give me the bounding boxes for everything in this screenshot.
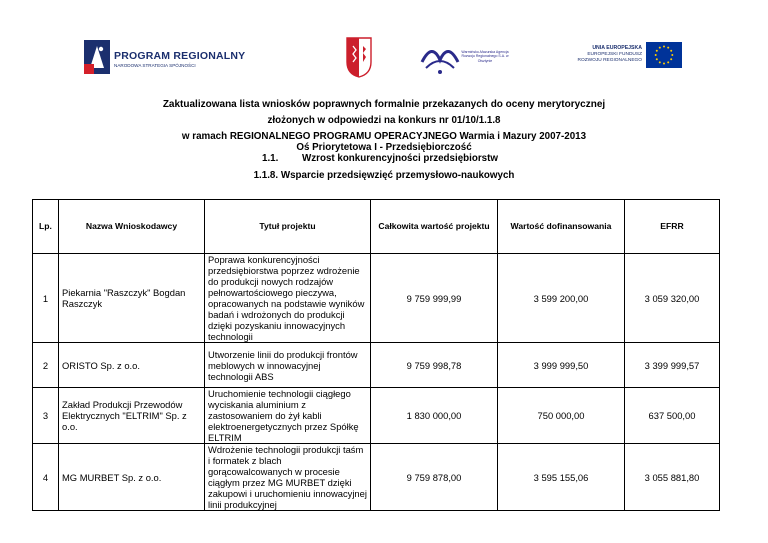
cell-lp: 3 — [33, 388, 59, 444]
cell-title: Utworzenie linii do produkcji frontów meblowych w innowacyjnej technologii ABS — [205, 343, 371, 388]
cell-efrr: 3 399 999,57 — [625, 343, 720, 388]
header-funding: Wartość dofinansowania — [498, 200, 625, 254]
agency-logo — [418, 38, 513, 80]
table-row — [33, 444, 720, 511]
measure-text: Wzrost konkurencyjności przedsiębiorstw — [302, 153, 498, 164]
header-title: Tytuł projektu — [205, 200, 371, 254]
competition-line: złożonych w odpowiedzi na konkurs nr 01/10/1.1.8 — [267, 115, 501, 126]
header-name: Nazwa Wnioskodawcy — [59, 200, 205, 254]
table-row — [33, 254, 720, 343]
cell-funding: 3 595 155,06 — [498, 444, 625, 511]
header-total: Całkowita wartość projektu — [371, 200, 498, 254]
doc-title: Zaktualizowana lista wniosków poprawnych formalnie przekazanych do oceny merytorycznej — [162, 99, 606, 110]
eu-text — [578, 45, 643, 64]
program-regionalny-tagline: NARODOWA STRATEGIA SPÓJNOŚCI — [114, 63, 196, 68]
cell-total: 1 830 000,00 — [371, 388, 498, 444]
program-regionalny-logo — [84, 40, 246, 74]
cell-funding: 3 599 200,00 — [498, 254, 625, 343]
program-regionalny-mark-icon — [84, 40, 110, 74]
submeasure-line: 1.1.8. Wsparcie przedsięwzięć przemysłowo-naukowych — [253, 170, 515, 181]
cell-title: Wdrożenie technologii produkcji taśm i formatek z blach gorącowalcowanych w procesie ciągłym przez MG MURBET dzięki zakupowi i uruchomieniu innowacyjnej linii produkcyjnej — [205, 444, 371, 511]
voivodeship-crest-icon — [345, 36, 373, 78]
cell-lp: 2 — [33, 343, 59, 388]
cell-funding: 3 999 999,50 — [498, 343, 625, 388]
applications-table — [32, 199, 720, 511]
eu-flag-icon — [646, 42, 682, 68]
cell-name: Zakład Produkcji Przewodów Elektrycznych "ELTRIM" Sp. z o.o. — [59, 388, 205, 444]
cell-funding: 750 000,00 — [498, 388, 625, 444]
eu-line3: ROZWOJU REGIONALNEGO — [577, 58, 642, 63]
program-regionalny-name: PROGRAM REGIONALNY — [114, 50, 246, 62]
cell-title: Poprawa konkurencyjności przedsiębiorstwa poprzez wdrożenie do produkcji nowych rodzajów pełnowartościowego pieczywa, opracowanych na podstawie wyników badań i wdrożonych do produkcji dzięki pozyskaniu innowacyjnych technologii — [205, 254, 371, 343]
header-efrr: EFRR — [625, 200, 720, 254]
eu-line2: EUROPEJSKI FUNDUSZ — [587, 52, 642, 57]
cell-name: MG MURBET Sp. z o.o. — [59, 444, 205, 511]
cell-total: 9 759 998,78 — [371, 343, 498, 388]
cell-efrr: 637 500,00 — [625, 388, 720, 444]
cell-total: 9 759 999,99 — [371, 254, 498, 343]
eu-line1: UNIA EUROPEJSKA — [592, 45, 642, 51]
priority-axis-line: Oś Priorytetowa I - Przedsiębiorczość — [296, 142, 472, 153]
cell-title: Uruchomienie technologii ciągłego wyciskania aluminium z zastosowaniem do żył kabli elektroenergetycznych przez Spółkę ELTRIM — [205, 388, 371, 444]
table-header-row — [33, 200, 720, 254]
cell-lp: 1 — [33, 254, 59, 343]
logo-bar — [0, 36, 768, 80]
header-lp: Lp. — [33, 200, 59, 254]
cell-efrr: 3 059 320,00 — [625, 254, 720, 343]
cell-lp: 4 — [33, 444, 59, 511]
measure-line — [262, 153, 522, 164]
agency-name: Warmińsko-Mazurska Agencja Rozwoju Regionalnego S.A. w Olsztynie — [461, 50, 509, 63]
measure-number: 1.1. — [262, 153, 279, 164]
eu-logo — [576, 42, 682, 74]
agency-swoosh-icon — [418, 38, 462, 80]
table-row — [33, 343, 720, 388]
cell-name: ORISTO Sp. z o.o. — [59, 343, 205, 388]
cell-name: Piekarnia "Raszczyk" Bogdan Raszczyk — [59, 254, 205, 343]
cell-efrr: 3 055 881,80 — [625, 444, 720, 511]
table-row — [33, 388, 720, 444]
cell-total: 9 759 878,00 — [371, 444, 498, 511]
programme-line: w ramach REGIONALNEGO PROGRAMU OPERACYJNEGO Warmia i Mazury 2007-2013 — [181, 131, 587, 142]
